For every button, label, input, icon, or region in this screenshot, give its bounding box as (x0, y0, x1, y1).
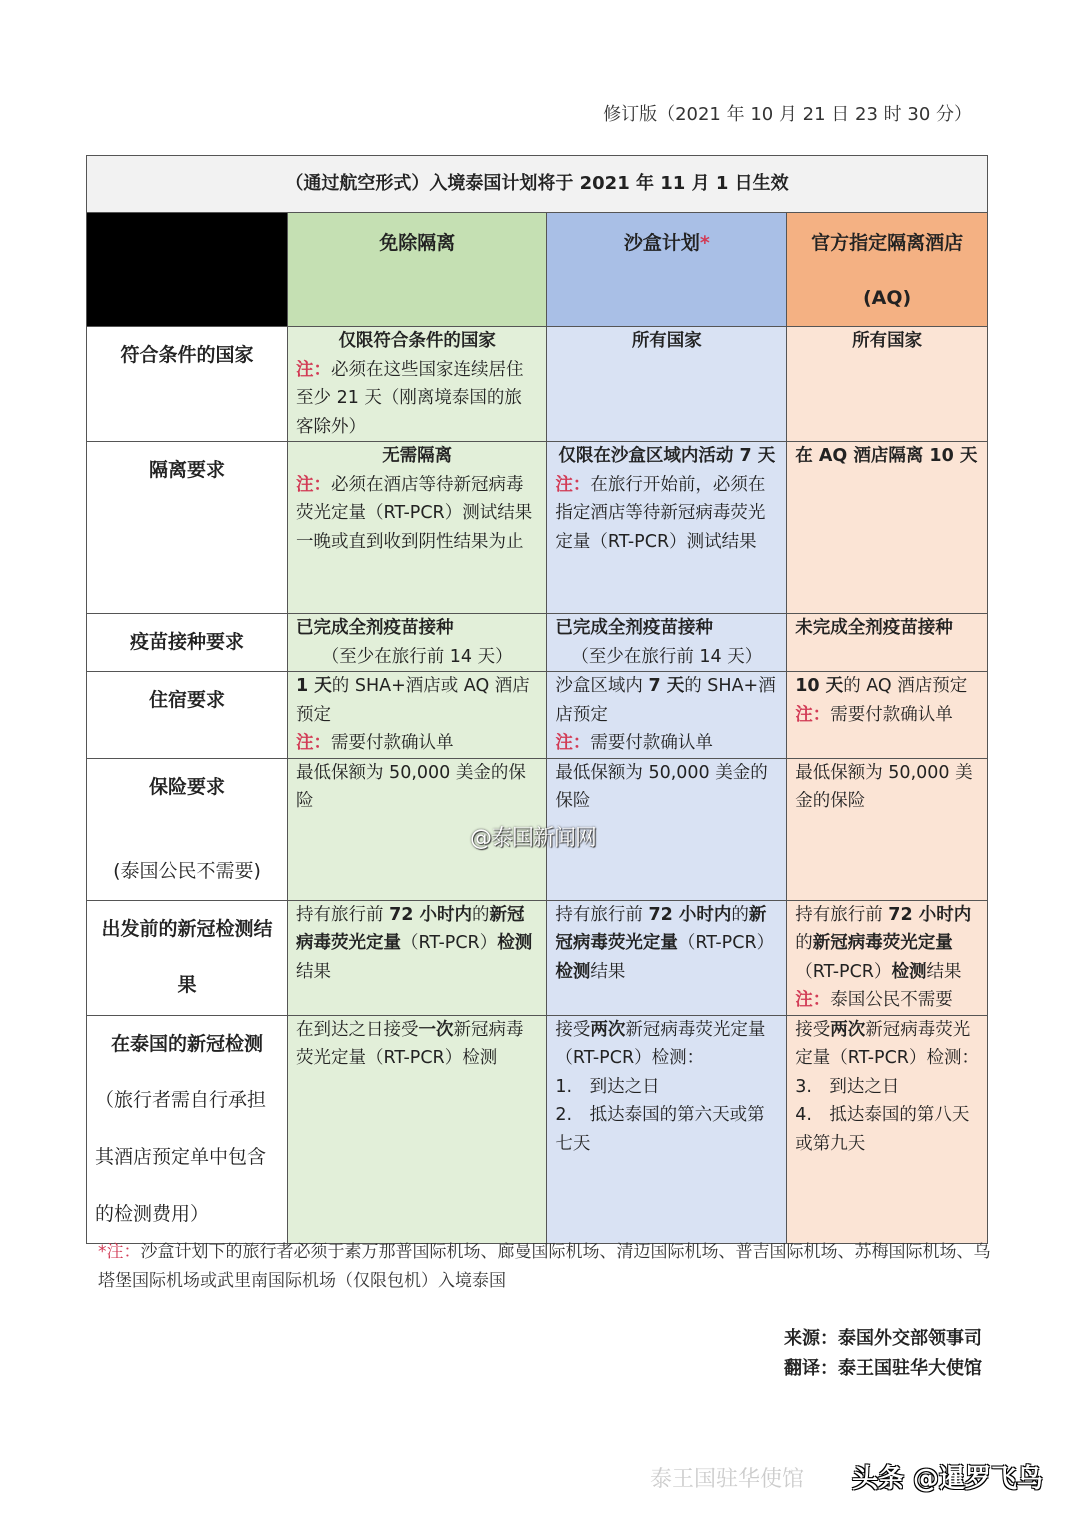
cell-text: 72 小时内 (888, 904, 972, 925)
row-label (87, 614, 288, 672)
cell-text: 两次 (830, 1019, 866, 1040)
cell-text: 需要付款确认单 (590, 733, 713, 753)
header-aq (787, 213, 988, 327)
cell-text: 72 小时内 (389, 904, 473, 925)
cell-paragraph (795, 701, 979, 730)
cell-text: 未完成全剂疫苗接种 (795, 618, 953, 638)
cell-paragraph (795, 986, 979, 1015)
cell-text: 的 AQ 酒店预定 (843, 676, 968, 696)
cell-text: 持有旅行前 (555, 904, 649, 925)
cell-text: 的 (795, 933, 813, 953)
cell-text: 检测 (891, 961, 927, 982)
cell-text: 所有国家 (852, 331, 923, 351)
cell-paragraph (555, 759, 778, 816)
table-row (87, 327, 988, 442)
row-label-text: 保险要求 (148, 775, 225, 798)
cell-paragraph (795, 1073, 979, 1102)
cell-text: 2. 抵达泰国的第六天或第七天 (555, 1105, 765, 1154)
table-cell (288, 442, 547, 614)
cell-text: 在到达之日接受 (296, 1019, 419, 1040)
header-exempt: 免除隔离 (288, 213, 547, 327)
table-cell (547, 327, 787, 442)
note-label: 注： (296, 359, 331, 380)
note-label: 注： (795, 990, 831, 1010)
cell-text: 无需隔离 (382, 446, 453, 466)
cell-paragraph (296, 1016, 538, 1073)
cell-text: 的 SHA+酒店或 AQ 酒店预定 (296, 676, 530, 725)
cell-paragraph (795, 901, 979, 987)
cell-text: 需要付款确认单 (830, 704, 953, 725)
cell-paragraph (296, 327, 538, 356)
translation-line: 翻译：泰王国驻华大使馆 (784, 1358, 982, 1379)
footnote-mark: *注： (98, 1242, 141, 1262)
row-label (87, 442, 288, 614)
cell-paragraph (555, 471, 778, 557)
cell-text: 接受 (555, 1019, 591, 1040)
table-cell (787, 327, 988, 442)
cell-text: 仅限在沙盒区域内活动 7 天 (558, 446, 776, 466)
cell-paragraph (296, 643, 538, 672)
cell-paragraph (555, 901, 778, 987)
row-label-text: 出发前的新冠检测结果 (101, 917, 273, 996)
table-cell (288, 614, 547, 672)
revision-date: 修订版（2021 年 10 月 21 日 23 时 30 分） (603, 104, 972, 125)
table-cell (787, 442, 988, 614)
table-row (87, 442, 988, 614)
note-label: 注： (555, 733, 591, 753)
cell-paragraph (555, 729, 778, 758)
row-label (87, 327, 288, 442)
note-label: 注： (296, 733, 331, 753)
table-cell (288, 327, 547, 442)
cell-text: （至少在旅行前 14 天） (321, 646, 513, 667)
header-blank (87, 213, 288, 327)
cell-text: 7 天 (648, 676, 685, 696)
cell-text: 新冠病毒荧光定量（RT-PCR）检测： (555, 1019, 766, 1068)
row-label (87, 900, 288, 1015)
cell-text: 4. 抵达泰国的第八天或第九天 (795, 1105, 970, 1154)
footnote-text: 沙盒计划下的旅行者必须于素万那普国际机场、廊曼国际机场、清迈国际机场、普吉国际机场、苏梅国际机场、乌塔堡国际机场或武里南国际机场（仅限包机）入境泰国 (98, 1242, 991, 1291)
row-label-text: 隔离要求 (148, 459, 225, 481)
footnote (98, 1238, 998, 1296)
cell-paragraph (296, 442, 538, 471)
cell-text: 72 小时内 (648, 904, 732, 925)
cell-text: 的 (472, 904, 490, 925)
cell-paragraph (296, 614, 538, 643)
table-cell (547, 614, 787, 672)
note-label: 注： (555, 474, 591, 495)
note-label: 注： (296, 474, 331, 495)
cell-paragraph (795, 614, 979, 643)
asterisk: * (699, 232, 710, 254)
table-cell (547, 900, 787, 1015)
table-row (87, 614, 988, 672)
cell-paragraph (555, 643, 778, 672)
table-cell (288, 900, 547, 1015)
cell-text: 检测 (555, 961, 591, 982)
cell-paragraph (555, 672, 778, 729)
cell-paragraph (555, 1101, 778, 1158)
cell-text: 最低保额为 50,000 美金的保险 (795, 762, 973, 811)
table-cell (787, 1015, 988, 1243)
cell-text: 两次 (590, 1019, 626, 1040)
row-label (87, 1015, 288, 1243)
cell-paragraph (795, 1101, 979, 1158)
note-label: 注： (795, 704, 831, 725)
cell-text: 检测 (497, 933, 533, 953)
cell-text: 1 天 (296, 676, 332, 696)
cell-paragraph (795, 672, 979, 701)
cell-paragraph (296, 356, 538, 442)
cell-text: 最低保额为 50,000 美金的保险 (296, 762, 526, 811)
cell-text: 需要付款确认单 (331, 733, 454, 753)
cell-paragraph (555, 442, 778, 471)
cell-text: 泰国公民不需要 (830, 990, 953, 1010)
cell-text: 一次 (418, 1019, 454, 1040)
cell-text: （RT-PCR） (795, 961, 892, 982)
table-cell (288, 672, 547, 759)
source-block (784, 1324, 982, 1384)
table-cell (547, 442, 787, 614)
cell-text: 持有旅行前 (296, 904, 390, 925)
table-cell (547, 672, 787, 759)
cell-paragraph (555, 1073, 778, 1102)
cell-text: 1. 到达之日 (555, 1076, 660, 1097)
cell-text: 在旅行开始前，必须在指定酒店等待新冠病毒荧光定量（RT-PCR）测试结果 (555, 474, 766, 552)
cell-paragraph (555, 614, 778, 643)
row-label-subtext: （旅行者需自行承担其酒店预定单中包含的检测费用） (95, 1088, 267, 1225)
cell-paragraph (296, 672, 538, 729)
cell-text: 新冠病毒荧光定量 (555, 904, 767, 953)
cell-text: 已完成全剂疫苗接种 (296, 618, 454, 638)
cell-text: 结果 (926, 961, 962, 982)
cell-text: 新冠病毒荧光定量 (296, 904, 525, 953)
cell-text: 必须在这些国家连续居住至少 21 天（刚离境泰国的旅客除外） (296, 359, 524, 437)
header-aq-label: 官方指定隔离酒店 (811, 232, 964, 254)
table-title: （通过航空形式）入境泰国计划将于 2021 年 11 月 1 日生效 (87, 156, 988, 213)
cell-paragraph (795, 327, 979, 356)
cell-text: 结果 (296, 961, 331, 982)
cell-paragraph (296, 759, 538, 816)
table-row (87, 900, 988, 1015)
cell-text: 持有旅行前 (795, 904, 889, 925)
cell-text: 已完成全剂疫苗接种 (555, 618, 713, 638)
cell-text: 新冠病毒荧光定量 (812, 933, 953, 953)
cell-text: （RT-PCR） (401, 933, 498, 953)
cell-text: 仅限符合条件的国家 (338, 331, 496, 351)
table-cell (547, 1015, 787, 1243)
table-cell (787, 672, 988, 759)
table-row (87, 672, 988, 759)
cell-text: （至少在旅行前 14 天） (571, 646, 763, 667)
cell-text: 的 (731, 904, 749, 925)
entry-requirements-table (86, 155, 988, 1244)
header-aq-abbr: (AQ) (863, 286, 912, 309)
table-cell (288, 1015, 547, 1243)
cell-text: 所有国家 (631, 331, 702, 351)
cell-paragraph (296, 729, 538, 758)
header-sandbox-label: 沙盒计划 (623, 232, 700, 254)
cell-text: 在 AQ 酒店隔离 10 天 (795, 446, 978, 466)
table-cell (787, 614, 988, 672)
cell-paragraph (795, 759, 979, 816)
cell-text: （RT-PCR） (677, 933, 775, 953)
row-label-text: 疫苗接种要求 (129, 631, 244, 653)
cell-paragraph (555, 327, 778, 356)
table-cell (787, 900, 988, 1015)
weibo-watermark: @泰国新闻网 (470, 826, 597, 851)
table-cell (787, 758, 988, 900)
header-sandbox (547, 213, 787, 327)
cell-text: 最低保额为 50,000 美金的保险 (555, 762, 768, 811)
cell-text: 3. 到达之日 (795, 1076, 900, 1097)
row-label-text: 在泰国的新冠检测 (110, 1032, 263, 1055)
cell-text: 10 天 (795, 676, 844, 696)
cell-paragraph (795, 442, 979, 471)
cell-paragraph (795, 1016, 979, 1073)
cell-text: 的 SHA+酒店预定 (555, 676, 776, 725)
cell-paragraph (296, 901, 538, 987)
wechat-watermark: 泰王国驻华使馆 (650, 1467, 805, 1492)
cell-text: 接受 (795, 1019, 831, 1040)
row-label-text: 住宿要求 (148, 689, 225, 711)
table-row (87, 1015, 988, 1243)
cell-text: 新冠病毒荧光定量（RT-PCR）检测 (296, 1019, 524, 1068)
row-label (87, 758, 288, 900)
cell-text: 结果 (590, 961, 626, 982)
toutiao-watermark: 头条 @暹罗飞鸟 (852, 1464, 1044, 1494)
cell-paragraph (296, 471, 538, 557)
cell-text: 必须在酒店等待新冠病毒荧光定量（RT-PCR）测试结果一晚或直到收到阴性结果为止 (296, 474, 533, 552)
row-label-text: 符合条件的国家 (120, 344, 254, 366)
row-label-subtext: (泰国公民不需要) (113, 859, 261, 882)
cell-text: 新冠病毒荧光定量（RT-PCR）检测： (795, 1019, 979, 1068)
source-line: 来源：泰国外交部领事司 (784, 1328, 982, 1349)
row-label (87, 672, 288, 759)
cell-text: 沙盒区域内 (555, 676, 649, 696)
cell-paragraph (555, 1016, 778, 1073)
